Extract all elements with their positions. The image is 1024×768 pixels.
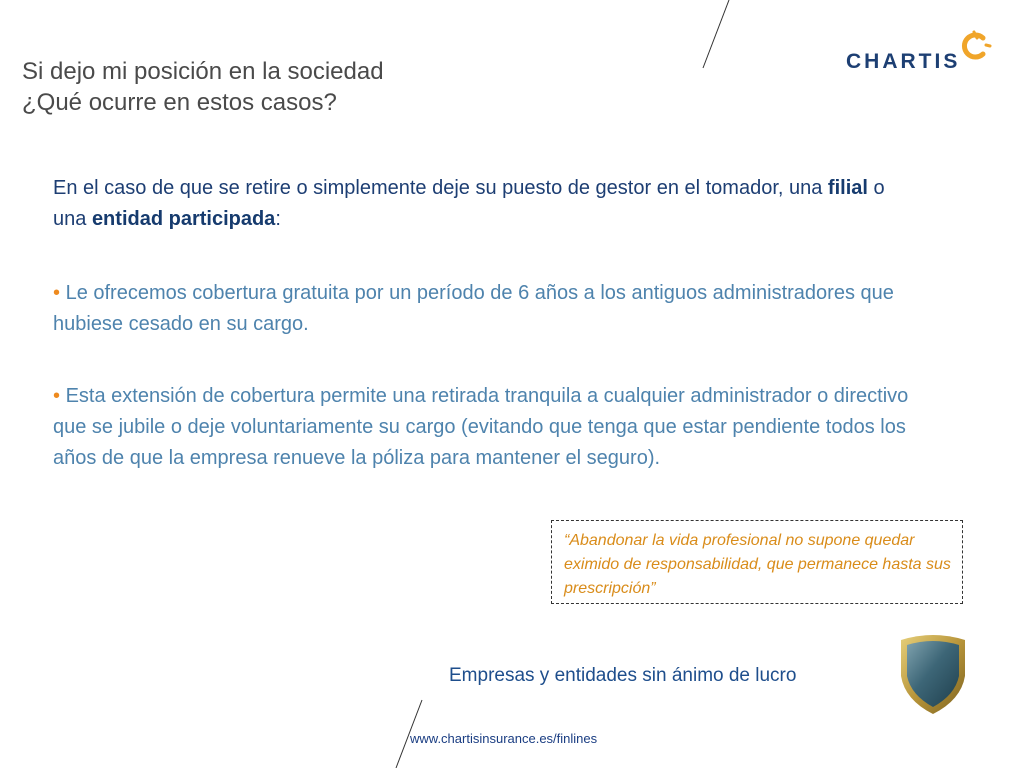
title-line-1: Si dejo mi posición en la sociedad <box>22 58 384 85</box>
intro-text-1: En el caso de que se retire o simplemente deje su puesto de gestor en el tomador, una <box>53 177 828 199</box>
chartis-logo <box>846 28 996 78</box>
intro-text-3: : <box>275 208 281 230</box>
footer-url-link[interactable]: www.chartisinsurance.es/finlines <box>410 731 598 746</box>
chartis-logo-mark-icon <box>956 28 992 64</box>
intro-bold-entidad: entidad participada <box>91 208 276 230</box>
bullet-marker: • <box>53 282 61 304</box>
bullet-item <box>53 278 923 340</box>
page-title <box>22 56 384 118</box>
shield-icon <box>897 630 969 716</box>
quote-box <box>551 520 963 604</box>
bullet-text: Esta extensión de cobertura permite una retirada tranquila a cualquier administrador o directivo que se jubile o deje voluntariamente su cargo (evitando que tenga que estar pendiente todos los años de que la empresa renueve la póliza para mantener el seguro). <box>53 385 909 469</box>
footer-caption: Empresas y entidades sin ánimo de lucro <box>449 665 797 686</box>
decorative-line-top <box>700 0 732 70</box>
title-line-2: ¿Qué ocurre en estos casos? <box>22 89 337 116</box>
intro-paragraph <box>53 173 913 235</box>
intro-text-2: o una <box>53 177 885 230</box>
bullet-marker: • <box>53 385 61 407</box>
logo-text: CHARTIS <box>846 50 961 73</box>
bullet-item <box>53 381 923 474</box>
intro-bold-filial: filial <box>827 177 868 199</box>
bullet-text: Le ofrecemos cobertura gratuita por un período de 6 años a los antiguos administradores que hubiese cesado en su cargo. <box>53 282 894 335</box>
quote-text: “Abandonar la vida profesional no supone quedar eximido de responsabilidad, que permanece hasta sus prescripción” <box>564 532 951 597</box>
